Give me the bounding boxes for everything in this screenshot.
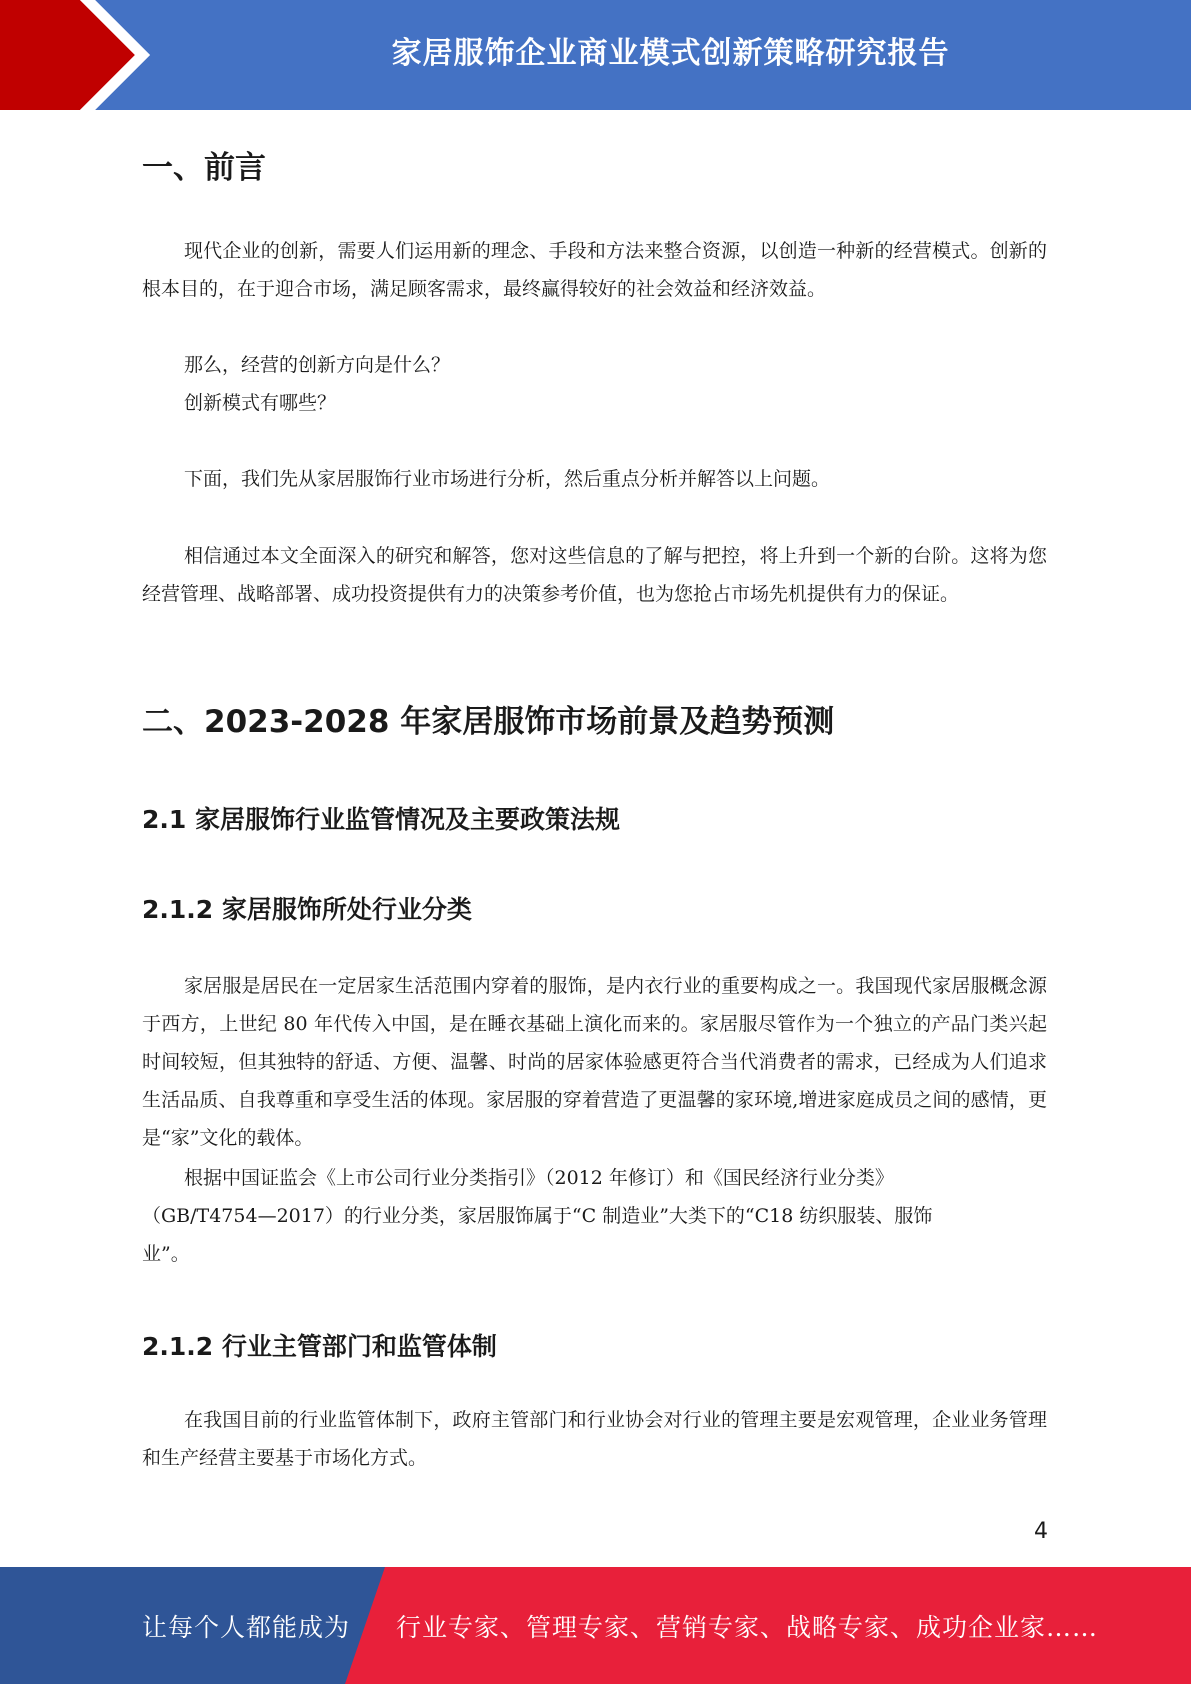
report-title: 家居服饰企业商业模式创新策略研究报告 bbox=[391, 36, 950, 71]
heading-2-1: 2.1 家居服饰行业监管情况及主要政策法规 bbox=[142, 805, 620, 834]
footer-slogan-left: 让每个人都能成为 bbox=[142, 1612, 351, 1642]
heading-forecast: 二、2023-2028 年家居服饰市场前景及趋势预测 bbox=[142, 704, 835, 740]
classification-paragraph-2-line-2: （GB/T4754—2017）的行业分类，家居服饰属于“C 制造业”大类下的“C18 纺织服装、服饰 bbox=[142, 1205, 933, 1227]
heading-2-1-2-regulation: 2.1.2 行业主管部门和监管体制 bbox=[142, 1332, 497, 1361]
preface-question-1: 那么，经营的创新方向是什么？ bbox=[184, 354, 451, 376]
preface-paragraph-2: 下面，我们先从家居服饰行业市场进行分析，然后重点分析并解答以上问题。 bbox=[184, 468, 831, 490]
preface-paragraph-3: 相信通过本文全面深入的研究和解答，您对这些信息的了解与把控，将上升到一个新的台阶。这将为您经营管理、战略部署、成功投资提供有力的决策参考价值，也为您抢占市场先机提供有力的保证。 bbox=[142, 545, 1047, 605]
footer-banner bbox=[0, 1567, 1191, 1684]
preface-question-2: 创新模式有哪些？ bbox=[184, 392, 337, 414]
classification-paragraph-1: 家居服是居民在一定居家生活范围内穿着的服饰，是内衣行业的重要构成之一。我国现代家居服概念源于西方，上世纪 80 年代传入中国，是在睡衣基础上演化而来的。家居服尽管作为一个独立的产品门类兴起时间较短，但其独特的舒适、方便、温馨、时尚的居家体验感更符合当代消费者的需求，已经成为人们追求生活品质、自我尊重和享受生活的体现。家居服的穿着营造了更温馨的家环境,增进家庭成员之间的感情，更是“家”文化的载体。 bbox=[142, 975, 1047, 1149]
red-arrow-decoration bbox=[0, 0, 150, 110]
heading-2-1-2-classification: 2.1.2 家居服饰所处行业分类 bbox=[142, 895, 472, 924]
classification-paragraph-2-line-1: 根据中国证监会《上市公司行业分类指引》（2012 年修订）和《国民经济行业分类》 bbox=[184, 1167, 894, 1189]
footer-slogan-right: 行业专家、管理专家、营销专家、战略专家、成功企业家…… bbox=[396, 1612, 1099, 1642]
classification-paragraph-2-line-3: 业”。 bbox=[142, 1243, 190, 1265]
page-number: 4 bbox=[1034, 1519, 1048, 1544]
header-banner bbox=[0, 0, 1191, 110]
regulation-paragraph: 在我国目前的行业监管体制下，政府主管部门和行业协会对行业的管理主要是宏观管理，企业业务管理和生产经营主要基于市场化方式。 bbox=[142, 1409, 1047, 1469]
preface-paragraph-1: 现代企业的创新，需要人们运用新的理念、手段和方法来整合资源，以创造一种新的经营模式。创新的根本目的，在于迎合市场，满足顾客需求，最终赢得较好的社会效益和经济效益。 bbox=[142, 240, 1047, 300]
heading-preface: 一、前言 bbox=[142, 150, 266, 186]
